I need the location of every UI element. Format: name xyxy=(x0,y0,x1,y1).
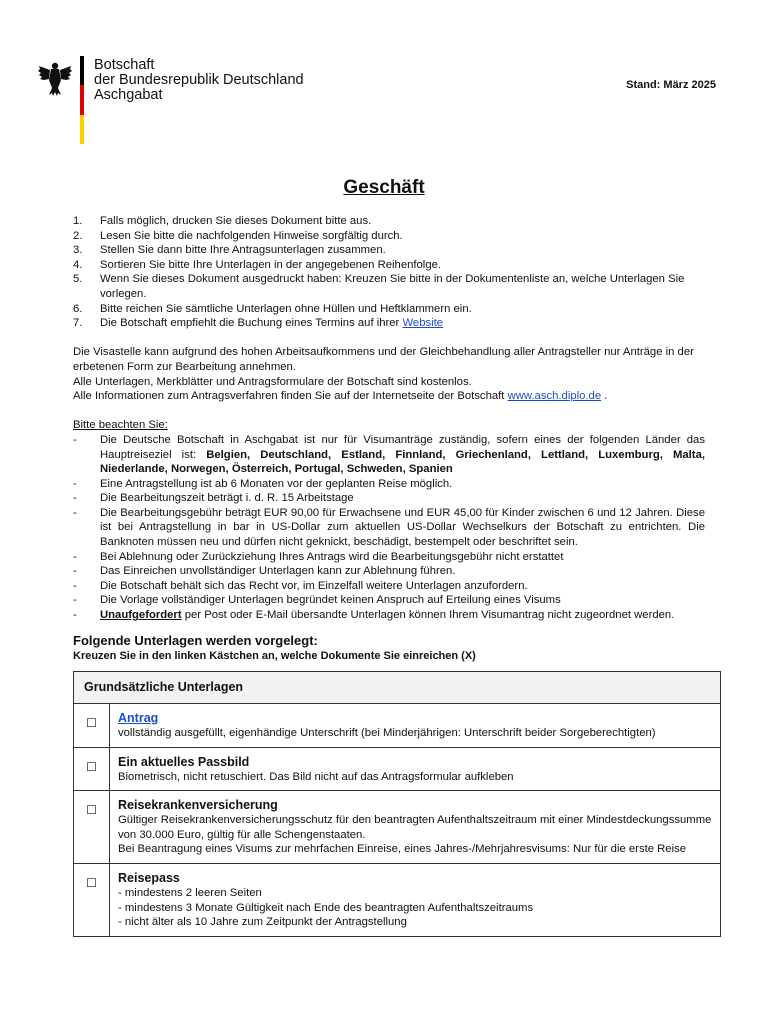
step-text: Lesen Sie bitte die nachfolgenden Hinweise sorgfältig durch. xyxy=(100,229,403,242)
row-line: - nicht älter als 10 Jahre zum Zeitpunkt der Antragstellung xyxy=(118,916,407,929)
federal-eagle-icon xyxy=(38,60,72,96)
document-checkbox[interactable]: ☐ xyxy=(86,716,97,730)
table-row xyxy=(74,863,721,936)
step-text: Wenn Sie dieses Dokument ausgedruckt haben: Kreuzen Sie bitte in der Dokumentenliste an, welche Unterlagen Sie vorlegen. xyxy=(100,273,685,300)
step-number: 6. xyxy=(73,302,83,315)
step-number: 7. xyxy=(73,317,83,330)
document-checkbox[interactable]: ☐ xyxy=(86,875,97,890)
notes-heading: Bitte beachten Sie: xyxy=(73,419,168,432)
step-number: 2. xyxy=(73,229,83,242)
description-cell xyxy=(110,791,721,864)
country-list: Belgien, Deutschland, Estland, Finnland, Griechenland, Lettland, Luxemburg, Malta, Niederlande, Norwegen, Österreich, Portugal, Schweden, Spanien xyxy=(100,448,705,476)
description-cell xyxy=(110,704,721,748)
document-checkbox[interactable]: ☐ xyxy=(86,803,97,818)
embassy-website-link[interactable]: www.asch.diplo.de xyxy=(507,390,602,403)
step-text: Sortieren Sie bitte Ihre Unterlagen in der angegebenen Reihenfolge. xyxy=(100,258,442,271)
note-text: Die Vorlage vollständiger Unterlagen begründet keinen Anspruch auf Erteilung eines Visums xyxy=(100,594,561,607)
list-item xyxy=(73,564,705,579)
section-subtitle: Kreuzen Sie in den linken Kästchen an, welche Dokumente Sie einreichen (X) xyxy=(73,649,476,662)
intro-paragraph: Die Visastelle kann aufgrund des hohen Arbeitsaufkommens und der Gleichbehandlung aller Antragsteller nur Anträge in der erbetenen Form zur Bearbeitung annehmen. xyxy=(73,346,694,373)
list-item xyxy=(73,302,705,317)
note-text: Die Bearbeitungszeit beträgt i. d. R. 15 Arbeitstage xyxy=(100,492,354,505)
bullet-dash: - xyxy=(73,609,77,622)
notes-list xyxy=(73,433,705,623)
row-line: - mindestens 3 Monate Gültigkeit nach Ende des beantragten Aufenthaltszeitraums xyxy=(118,901,534,914)
list-item xyxy=(73,491,705,506)
org-line: Botschaft xyxy=(94,57,155,73)
list-item xyxy=(73,608,705,623)
list-item xyxy=(73,229,705,244)
note-text: Das Einreichen unvollständiger Unterlagen kann zur Ablehnung führen. xyxy=(100,565,456,578)
letterhead xyxy=(38,56,718,146)
row-title: Reisekrankenversicherung xyxy=(118,798,278,813)
step-number: 1. xyxy=(73,215,83,227)
unsolicited-label: Unaufgefordert xyxy=(100,609,182,622)
list-item xyxy=(73,258,705,273)
document-body xyxy=(73,214,705,663)
table-header: Grundsätzliche Unterlagen xyxy=(74,672,721,704)
document-checkbox[interactable]: ☐ xyxy=(86,759,97,774)
list-item xyxy=(73,433,705,477)
note-text: Die Botschaft behält sich das Recht vor, im Einzelfall weitere Unterlagen anzufordern. xyxy=(100,579,528,592)
intro-text-end: . xyxy=(601,390,608,403)
table-header-row xyxy=(74,672,721,704)
checkbox-cell xyxy=(74,791,110,864)
organization-name xyxy=(94,58,304,103)
bullet-dash: - xyxy=(73,565,77,578)
list-item xyxy=(73,506,705,550)
step-text: Bitte reichen Sie sämtliche Unterlagen ohne Hüllen und Heftklammern ein. xyxy=(100,302,472,315)
org-line: der Bundesrepublik Deutschland xyxy=(94,72,304,88)
flag-gold xyxy=(80,115,84,144)
row-line: - mindestens 2 leeren Seiten xyxy=(118,886,262,899)
step-number: 5. xyxy=(73,273,83,286)
note-text: Die Bearbeitungsgebühr beträgt EUR 90,00 für Erwachsene und EUR 45,00 für Kinder zwischen 6 und 12 Jahren. Diese ist bei Antragstellung in bar in US-Dollar zum aktuellen US-Dollar Wechselkurs der Botschaft zu entrichten. Die Banknoten müssen neu und dürfen nicht geknickt, beschädigt, bestempelt oder beschriftet sein. xyxy=(100,506,705,549)
org-line: Aschgabat xyxy=(94,87,163,103)
checkbox-cell xyxy=(74,704,110,748)
step-text: Die Botschaft empfiehlt die Buchung eines Termins auf ihrer xyxy=(100,317,403,330)
instruction-list xyxy=(73,214,705,331)
row-line: vollständig ausgefüllt, eigenhändige Unterschrift (bei Minderjährigen: Unterschrift beider Sorgeberechtigten) xyxy=(118,727,656,739)
row-line: Gültiger Reisekrankenversicherungsschutz für den beantragten Aufenthaltszeitraum mit einer Mindestdeckungssumme von 30.000 Euro, gültig für alle Schengenstaaten. xyxy=(118,814,712,841)
table-row xyxy=(74,791,721,864)
intro-text: Alle Informationen zum Antragsverfahren finden Sie auf der Internetseite der Botschaft xyxy=(73,390,508,403)
row-title: Reisepass xyxy=(118,870,180,885)
list-item xyxy=(73,243,705,258)
checkbox-cell xyxy=(74,747,110,791)
flag-black xyxy=(80,56,84,85)
list-item xyxy=(73,579,705,594)
list-item xyxy=(73,550,705,565)
step-number: 4. xyxy=(73,258,83,271)
note-text: Die Deutsche Botschaft in Aschgabat ist nur für Visumanträge zuständig, sofern eines der folgenden Länder das Hauptreiseziel ist: xyxy=(100,433,705,461)
website-link[interactable]: Website xyxy=(402,317,444,330)
step-number: 3. xyxy=(73,244,83,257)
list-item xyxy=(73,272,705,301)
description-cell xyxy=(110,747,721,791)
bullet-dash: - xyxy=(73,579,77,592)
row-line: Biometrisch, nicht retuschiert. Das Bild nicht auf das Antragsformular aufkleben xyxy=(118,770,514,783)
note-text: Bei Ablehnung oder Zurückziehung Ihres Antrags wird die Bearbeitungsgebühr nicht erstattet xyxy=(100,550,564,563)
step-text: Stellen Sie dann bitte Ihre Antragsunterlagen zusammen. xyxy=(100,244,386,257)
bullet-dash: - xyxy=(73,506,77,519)
note-text: per Post oder E-Mail übersandte Unterlagen können Ihrem Visumantrag nicht zugeordnet werden. xyxy=(181,609,675,622)
table-row xyxy=(74,747,721,791)
list-item xyxy=(73,477,705,492)
documents-table xyxy=(73,671,721,937)
row-title: Ein aktuelles Passbild xyxy=(118,754,250,769)
list-item xyxy=(73,593,705,608)
list-item xyxy=(73,214,705,229)
bullet-dash: - xyxy=(73,433,77,446)
row-line: Bei Beantragung eines Visums zur mehrfachen Einreise, eines Jahres-/Mehrjahresvisums: Nur für die erste Reise xyxy=(118,843,687,856)
checkbox-cell xyxy=(74,863,110,936)
step-text: Falls möglich, drucken Sie dieses Dokument bitte aus. xyxy=(100,215,372,227)
list-item xyxy=(73,316,705,331)
intro-paragraph xyxy=(73,389,705,404)
intro-paragraph: Alle Unterlagen, Merkblätter und Antragsformulare der Botschaft sind kostenlos. xyxy=(73,375,472,388)
page-title: Geschäft xyxy=(343,177,425,198)
antrag-link[interactable]: Antrag xyxy=(118,711,159,725)
flag-red xyxy=(80,85,84,114)
bullet-dash: - xyxy=(73,550,77,563)
flag-stripe xyxy=(80,56,84,144)
description-cell xyxy=(110,863,721,936)
table-row xyxy=(74,704,721,748)
bullet-dash: - xyxy=(73,594,77,607)
document-date: Stand: März 2025 xyxy=(626,79,716,91)
bullet-dash: - xyxy=(73,492,77,505)
note-text: Eine Antragstellung ist ab 6 Monaten vor der geplanten Reise möglich. xyxy=(100,477,453,490)
bullet-dash: - xyxy=(73,477,77,490)
section-title: Folgende Unterlagen werden vorgelegt: xyxy=(73,632,318,648)
